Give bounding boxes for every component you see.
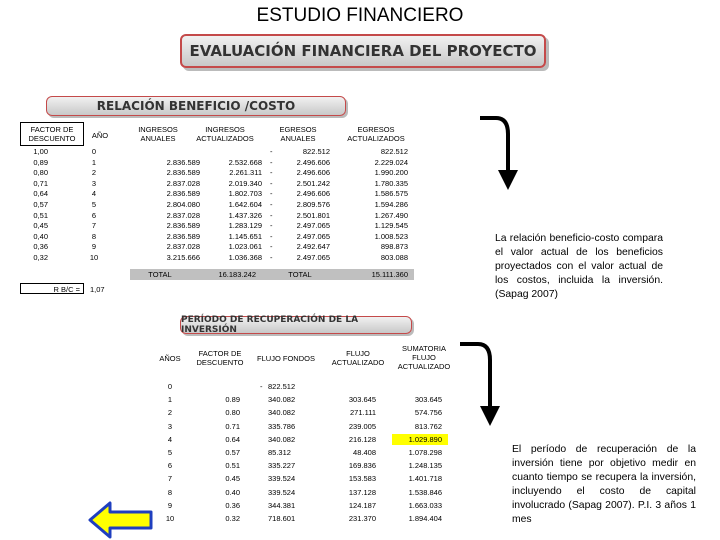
curved-arrow-down-icon [478,112,538,202]
rbc-cell-ing: 2.837.028 [166,178,200,188]
rbc-cell-factor: 0,64 [33,189,48,199]
rbc-cell-factor: 0,80 [33,168,48,178]
rbc-cell-egr_act: 1.594.286 [374,200,408,209]
pri-cell-year: 7 [167,474,173,484]
back-arrow-icon[interactable] [88,500,154,540]
pri-cell-factor: 0.36 [225,500,240,510]
pri-cell-factor: 0.45 [225,474,240,484]
rbc-total-label-ingresos: TOTAL [148,270,172,279]
rbc-cell-ing_act: 1.283.129 [228,221,262,231]
rbc-cell-sign: - [270,147,273,156]
pri-cell-sum: 1.538.846 [408,487,442,497]
pri-cell-sum: 813.762 [414,421,442,431]
rbc-cell-sign: - [270,178,273,188]
rbc-cell-ing_act: 1.802.703 [228,189,262,199]
rbc-cell-factor: 0,45 [33,221,48,231]
rbc-cell-egr: 2.497.065 [296,221,330,231]
pri-cell-flujo: 340.082 [268,434,296,444]
rbc-cell-egr_act: 822.512 [380,147,408,156]
rbc-header-ingresos-act: INGRESOS ACTUALIZADOS [196,125,254,143]
rbc-cell-ing: 2.836.589 [166,189,200,199]
rbc-cell-sign: - [270,210,273,220]
pri-cell-year: 0 [167,382,173,391]
rbc-label: R B/C = [53,285,80,294]
rbc-cell-year: 10 [89,253,99,262]
rbc-cell-year: 6 [91,210,97,220]
rbc-cell-year: 1 [91,157,97,167]
pri-cell-flujo: 822.512 [268,382,296,391]
rbc-cell-factor: 0,71 [33,178,48,188]
pri-cell-sum: 1.894.404 [408,514,442,523]
rbc-cell-sign: - [270,157,273,167]
pri-cell-sum: 574.756 [414,408,442,418]
rbc-cell-sign: - [270,231,273,241]
pri-cell-year: 6 [167,461,173,471]
rbc-cell-year: 5 [91,200,97,209]
rbc-cell-ing_act: 1.437.326 [228,210,262,220]
rbc-cell-ing_act: 1.023.061 [228,242,262,252]
pri-cell-factor: 0.32 [225,514,240,523]
pri-cell-year: 2 [167,408,173,418]
rbc-cell-egr_act: 1.129.545 [374,221,408,231]
pri-cell-factor: 0.51 [225,461,240,471]
rbc-cell-ing_act: 2.532.668 [228,157,262,167]
rbc-cell-sign: - [270,242,273,252]
rbc-cell-egr_act: 1.990.200 [374,168,408,178]
rbc-cell-ing_act: 1.145.651 [228,231,262,241]
pri-cell-sum: 1.401.718 [408,474,442,484]
rbc-cell-factor: 0,57 [33,200,48,209]
pri-cell-flujo: 85.312 [268,448,291,457]
rbc-cell-year: 2 [91,168,97,178]
pri-header-flujo: FLUJO FONDOS [257,354,315,363]
pri-cell-flujo_act: 231.370 [348,514,376,523]
pri-header-flujo-act: FLUJO ACTUALIZADO [331,349,385,367]
rbc-cell-ing: 2.836.589 [166,221,200,231]
rbc-header-year: AÑO [91,131,109,140]
note-periodo-recuperacion: El período de recuperación de la inversión tiene por objetivo medir en cuanto tiempo se recupera la inversión, incluyendo el costo de capital involucrado (Sapag 2007). P.I. 3 años 1 mes [512,444,696,525]
pri-cell-flujo_act: 124.187 [348,500,376,510]
rbc-cell-factor: 0,89 [33,157,48,167]
rbc-cell-year: 0 [91,147,97,156]
rbc-cell-sign: - [270,168,273,178]
pri-cell-sum: 1.078.298 [408,448,442,457]
rbc-cell-ing: 2.836.589 [166,231,200,241]
rbc-cell-factor: 0,32 [33,253,48,262]
rbc-cell-ing_act: 1.642.604 [228,200,262,209]
rbc-cell-egr: 2.501.242 [296,178,330,188]
rbc-cell-sign: - [270,221,273,231]
pri-header-factor: FACTOR DE DESCUENTO [196,349,244,367]
pri-cell-year: 5 [167,448,173,457]
rbc-cell-year: 4 [91,189,97,199]
pri-cell-factor: 0.80 [225,408,240,418]
pri-cell-factor: 0.89 [225,395,240,405]
rbc-header-factor: FACTOR DE DESCUENTO [28,125,76,143]
rbc-cell-year: 8 [91,231,97,241]
rbc-cell-egr: 2.809.576 [296,200,330,209]
pri-cell-flujo_act: 303.645 [348,395,376,405]
rbc-cell-ing_act: 1.036.368 [228,253,262,262]
rbc-cell-sign: - [270,253,273,262]
pri-cell-factor: 0.71 [225,421,240,431]
pri-cell-flujo: 339.524 [268,487,296,497]
rbc-cell-ing_act: 2.019.340 [228,178,262,188]
pri-cell-flujo_act: 239.005 [348,421,376,431]
rbc-cell-year: 7 [91,221,97,231]
rbc-cell-egr: 2.496.606 [296,168,330,178]
pri-cell-flujo: 344.381 [268,500,296,510]
pri-cell-flujo_act: 271.111 [350,408,376,418]
rbc-cell-egr_act: 898.873 [380,242,408,252]
rbc-cell-sign: - [270,189,273,199]
rbc-cell-factor: 0,51 [33,210,48,220]
curved-arrow-down-icon [458,338,518,438]
pri-header-year: AÑOS [159,354,181,363]
banner-relacion-beneficio-costo: RELACIÓN BENEFICIO /COSTO [46,96,346,116]
pri-cell-flujo: 340.082 [268,408,296,418]
pri-cell-year: 4 [167,434,173,444]
rbc-header-ingresos: INGRESOS ANUALES [138,125,178,143]
rbc-cell-year: 9 [91,242,97,252]
rbc-cell-egr_act: 1.586.575 [374,189,408,199]
rbc-cell-egr_act: 803.088 [380,253,408,262]
pri-cell-sum: 1.248.135 [408,461,442,471]
rbc-cell-ing: 2.804.080 [166,200,200,209]
rbc-cell-factor: 0,36 [33,242,48,252]
pri-cell-flujo: 339.524 [268,474,296,484]
pri-cell-flujo: 335.786 [268,421,296,431]
page-title: ESTUDIO FINANCIERO [256,5,464,26]
pri-cell-sum: 1.029.890 [408,434,442,444]
pri-cell-flujo: 718.601 [268,514,296,523]
pri-cell-flujo_act: 153.583 [348,474,376,484]
pri-cell-factor: 0.57 [225,448,240,457]
pri-cell-year: 3 [167,421,173,431]
pri-cell-factor: 0.40 [225,487,240,497]
note-relacion-beneficio-costo: La relación beneficio-costo compara el valor actual de los beneficios proyectados con el valor actual de los costos, incluida la inversión. (Sapag 2007) [495,233,663,300]
pri-cell-flujo_act: 137.128 [348,487,376,497]
pri-cell-sign: - [260,382,263,391]
pri-cell-year: 8 [167,487,173,497]
rbc-header-egresos: EGRESOS ANUALES [279,125,317,143]
rbc-cell-factor: 1,00 [33,147,48,156]
pri-cell-factor: 0.64 [225,434,240,444]
rbc-total-ingresos-act: 16.183.242 [218,270,256,279]
rbc-total-label-egresos: TOTAL [288,270,312,279]
rbc-cell-egr_act: 2.229.024 [374,157,408,167]
pri-cell-flujo_act: 169.836 [348,461,376,471]
rbc-cell-ing_act: 2.261.311 [229,168,262,178]
rbc-value: 1,07 [90,285,105,294]
rbc-cell-egr_act: 1.267.490 [374,210,408,220]
pri-cell-year: 10 [165,514,175,523]
pri-cell-year: 1 [167,395,173,405]
pri-header-sumatoria: SUMATORIA FLUJO ACTUALIZADO [397,344,451,371]
rbc-cell-egr: 2.496.606 [296,157,330,167]
rbc-cell-egr: 2.492.647 [296,242,330,252]
rbc-header-egresos-act: EGRESOS ACTUALIZADOS [347,125,405,143]
rbc-cell-year: 3 [91,178,97,188]
rbc-cell-ing: 2.836.589 [166,157,200,167]
pri-cell-sum: 303.645 [414,395,442,405]
pri-cell-flujo: 335.227 [268,461,296,471]
pri-cell-flujo_act: 216.128 [348,434,376,444]
rbc-cell-sign: - [270,200,273,209]
rbc-cell-ing: 3.215.666 [166,253,200,262]
rbc-cell-egr: 2.497.065 [296,231,330,241]
pri-cell-flujo_act: 48.408 [353,448,376,457]
rbc-cell-egr: 2.501.801 [296,210,330,220]
banner-periodo-recuperacion: PERÍODO DE RECUPERACIÓN DE LA INVERSIÓN [180,316,412,334]
rbc-cell-egr: 2.497.065 [296,253,330,262]
banner-evaluacion: EVALUACIÓN FINANCIERA DEL PROYECTO [180,34,546,68]
rbc-cell-egr: 822.512 [302,147,330,156]
pri-cell-year: 9 [167,500,173,510]
pri-cell-sum: 1.663.033 [408,500,442,510]
rbc-cell-egr_act: 1.008.523 [374,231,408,241]
rbc-cell-ing: 2.836.589 [166,168,200,178]
rbc-cell-ing: 2.837.028 [166,242,200,252]
rbc-cell-egr_act: 1.780.335 [374,178,408,188]
rbc-total-egresos-act: 15.111.360 [371,270,408,279]
rbc-cell-factor: 0,40 [33,231,48,241]
pri-cell-flujo: 340.082 [268,395,296,405]
rbc-cell-ing: 2.837.028 [166,210,200,220]
rbc-cell-egr: 2.496.606 [296,189,330,199]
